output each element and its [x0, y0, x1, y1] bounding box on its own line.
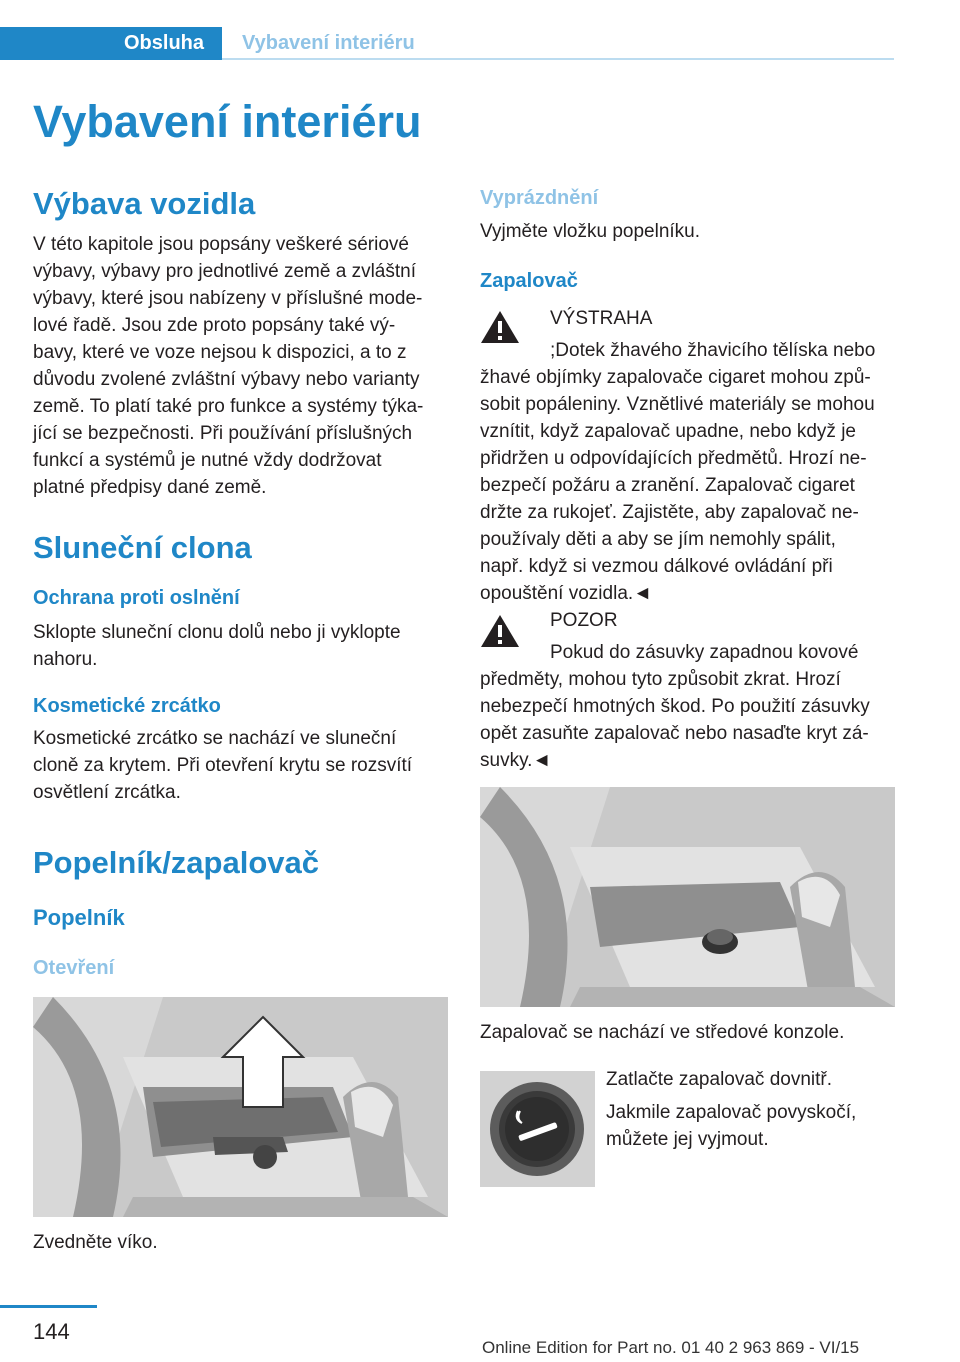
- sub-lighter-title: Zapalovač: [480, 270, 578, 292]
- text-line: Sklopte sluneční clonu dolů nebo ji vyklopte: [33, 622, 401, 643]
- caution-text: [480, 639, 900, 774]
- text-line: Jakmile zapalovač povyskočí,: [606, 1102, 857, 1123]
- text-line: držte za rukojeť. Zajistěte, aby zapalovač ne‐: [480, 502, 859, 523]
- text-line: bezpečí požáru a zranění. Zapalovač cigaret: [480, 475, 855, 496]
- sub-ashtray-title: Popelník: [33, 905, 125, 930]
- text-line: ;Dotek žhavého žhavicího tělíska nebo: [550, 340, 876, 361]
- push-text: Zatlačte zapalovač dovnitř.: [606, 1069, 833, 1090]
- section-vehicle-equipment-text: [33, 231, 448, 501]
- text-line: výbavy, které jsou nabízeny v příslušné mode‐: [33, 288, 423, 309]
- text-line: přidržen u odpovídajících předmětů. Hrozí ne‐: [480, 448, 867, 469]
- text-line: sobit popáleniny. Vznětlivé materiály se mohou: [480, 394, 875, 415]
- section-ashtray-lighter-title: Popelník/zapalovač: [33, 845, 319, 880]
- section-sun-visor-title: Sluneční clona: [33, 530, 252, 565]
- text-line: např. když si vezmou dálkové ovládání při: [480, 556, 833, 577]
- figure1-caption: Zvedněte víko.: [33, 1232, 158, 1253]
- section-vehicle-equipment-title: Výbava vozidla: [33, 186, 256, 221]
- text-line: funkcí a systémů je nutné vždy dodržovat: [33, 450, 382, 471]
- text-line: nebezpečí hmotných škod. Po použití zásuvky: [480, 696, 870, 717]
- text-line: V této kapitole jsou popsány veškeré sériové: [33, 234, 409, 255]
- figure-lighter-button: [480, 1071, 595, 1187]
- text-line: cloně za krytem. Při otevření krytu se rozsvítí: [33, 755, 413, 776]
- sub-empty-text: Vyjměte vložku popelníku.: [480, 221, 701, 242]
- text-line: výbavy, výbavy pro jednotlivé země a zvláštní: [33, 261, 416, 282]
- text-line: opět zasuňte zapalovač nebo nasaďte kryt zá‐: [480, 723, 869, 744]
- text-line: opouštění vozidla.◄: [480, 583, 652, 604]
- breadcrumb[interactable]: Vybavení interiéru: [242, 32, 415, 54]
- text-line: používaly děti a aby se jím nemohly spálit,: [480, 529, 836, 550]
- text-line: lové řadě. Jsou zde proto popsány také vý‐: [33, 315, 396, 336]
- sub-glare-text: [33, 619, 448, 673]
- sub-empty-title: Vyprázdnění: [480, 187, 599, 209]
- warning-text: [480, 337, 900, 607]
- text-line: země. To platí také pro funkce a systémy týka‐: [33, 396, 424, 417]
- text-line: Kosmetické zrcátko se nachází ve sluneční: [33, 728, 397, 749]
- page-title: Vybavení interiéru: [33, 96, 422, 147]
- remove-text: [606, 1099, 856, 1153]
- text-line: suvky.◄: [480, 750, 552, 771]
- tab-obsluha[interactable]: [0, 27, 222, 60]
- sub-mirror-title: Kosmetické zrcátko: [33, 695, 221, 717]
- text-line: jící se bezpečnosti. Při používání příslušných: [33, 423, 413, 444]
- text-line: žhavé objímky zapalovače cigaret mohou způ‐: [480, 367, 871, 388]
- figure-ashtray-open: [33, 997, 448, 1217]
- text-line: předměty, mohou tyto způsobit zkrat. Hrozí: [480, 669, 841, 690]
- edition-note: Online Edition for Part no. 01 40 2 963 869 - VI/15: [482, 1338, 860, 1357]
- text-line: osvětlení zrcátka.: [33, 782, 181, 803]
- text-line: bavy, které ve voze nejsou k dispozici, a to z: [33, 342, 407, 363]
- page-number: 144: [33, 1319, 70, 1344]
- figure2-caption: Zapalovač se nachází ve středové konzole.: [480, 1022, 845, 1043]
- text-line: Pokud do zásuvky zapadnou kovové: [550, 642, 859, 663]
- footer-rule: [0, 1305, 97, 1308]
- sub-glare-title: Ochrana proti oslnění: [33, 587, 240, 609]
- header-divider: [222, 58, 894, 60]
- text-line: můžete jej vyjmout.: [606, 1129, 769, 1150]
- warning-label: VÝSTRAHA: [550, 308, 653, 329]
- text-line: nahoru.: [33, 649, 98, 670]
- text-line: platné předpisy dané země.: [33, 477, 267, 498]
- sub-mirror-text: [33, 725, 448, 806]
- text-line: vznítit, když zapalovač upadne, nebo když je: [480, 421, 857, 442]
- figure-lighter-console: [480, 787, 895, 1007]
- header-bar: [0, 0, 960, 62]
- tab-obsluha-label: Obsluha: [123, 32, 204, 54]
- sub-open-title: Otevření: [33, 957, 115, 979]
- caution-label: POZOR: [550, 610, 618, 631]
- text-line: důvodu zvolené zvláštní výbavy nebo varianty: [33, 369, 420, 390]
